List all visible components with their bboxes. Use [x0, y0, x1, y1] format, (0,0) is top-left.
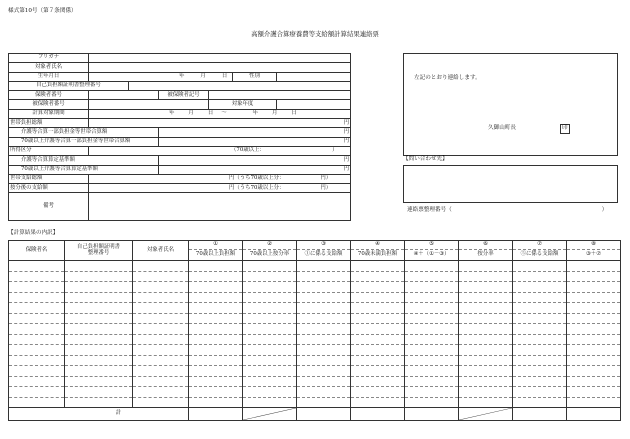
col-2-num: ② — [243, 241, 297, 250]
results-cell[interactable] — [351, 271, 405, 282]
results-cell[interactable] — [351, 261, 405, 272]
results-cell[interactable] — [243, 355, 297, 366]
results-cell[interactable] — [567, 313, 621, 324]
results-cell[interactable] — [297, 355, 351, 366]
results-cell[interactable] — [405, 271, 459, 282]
results-cell[interactable] — [567, 282, 621, 293]
results-cell[interactable] — [133, 292, 189, 303]
col-cert-header: 自己負担額証明書 整理番号 — [65, 241, 133, 261]
results-cell[interactable] — [405, 334, 459, 345]
results-cell[interactable] — [351, 292, 405, 303]
col-5-label: ④＋（①－③） — [405, 250, 459, 261]
results-row — [9, 334, 621, 345]
results-cell[interactable] — [297, 324, 351, 335]
results-cell[interactable] — [459, 334, 513, 345]
results-cell[interactable] — [405, 376, 459, 387]
results-cell[interactable] — [513, 334, 567, 345]
results-cell[interactable] — [459, 397, 513, 408]
results-cell[interactable] — [567, 345, 621, 356]
mayor-label: 久御山町長 — [488, 125, 516, 131]
col-4-num: ④ — [351, 241, 405, 250]
results-cell[interactable] — [351, 303, 405, 314]
results-cell[interactable] — [567, 271, 621, 282]
results-cell[interactable] — [513, 387, 567, 398]
results-cell[interactable] — [459, 303, 513, 314]
results-row — [9, 313, 621, 324]
col-8-num: ⑧ — [567, 241, 621, 250]
results-cell[interactable] — [133, 271, 189, 282]
results-cell[interactable] — [297, 345, 351, 356]
total-cell-5[interactable] — [405, 408, 459, 421]
results-cell[interactable] — [9, 313, 65, 324]
care-std70-field[interactable]: 円 — [159, 165, 351, 174]
household-burden-label: 世帯負担総額 — [9, 119, 89, 128]
care-partial-field[interactable]: 円 — [159, 128, 351, 137]
results-cell[interactable] — [567, 387, 621, 398]
insurer-no-field[interactable] — [89, 91, 159, 100]
results-cell[interactable] — [405, 261, 459, 272]
results-table — [8, 240, 621, 421]
results-row — [9, 303, 621, 314]
results-cell[interactable] — [65, 334, 133, 345]
birth-field[interactable]: 年 月 日 — [89, 72, 233, 81]
results-cell[interactable] — [65, 271, 133, 282]
results-cell[interactable] — [459, 345, 513, 356]
col-6-label: 按分率 — [459, 250, 513, 261]
total-cell-3[interactable] — [297, 408, 351, 421]
results-cell[interactable] — [513, 303, 567, 314]
results-cell[interactable] — [459, 313, 513, 324]
household-burden-field[interactable]: 円 — [89, 119, 351, 128]
results-row — [9, 324, 621, 335]
results-cell[interactable] — [405, 355, 459, 366]
col-6-num: ⑥ — [459, 241, 513, 250]
col-1-num: ① — [189, 241, 243, 250]
results-cell[interactable] — [9, 303, 65, 314]
remarks-label: 備考 — [9, 193, 89, 221]
results-cell[interactable] — [65, 261, 133, 272]
results-cell[interactable] — [9, 387, 65, 398]
results-cell[interactable] — [567, 397, 621, 408]
results-cell[interactable] — [243, 334, 297, 345]
total-cell-4[interactable] — [351, 408, 405, 421]
results-row — [9, 397, 621, 408]
name-field[interactable] — [89, 63, 351, 72]
results-row — [9, 261, 621, 272]
results-cell[interactable] — [351, 376, 405, 387]
insured-symbol-label: 被保険者記号 — [159, 91, 209, 100]
results-row — [9, 292, 621, 303]
insured-no-field[interactable] — [89, 100, 209, 109]
results-cell[interactable] — [133, 303, 189, 314]
results-cell[interactable] — [243, 387, 297, 398]
results-cell[interactable] — [297, 292, 351, 303]
results-cell[interactable] — [133, 282, 189, 293]
results-cell[interactable] — [297, 261, 351, 272]
results-cell[interactable] — [513, 345, 567, 356]
results-cell[interactable] — [133, 387, 189, 398]
results-row — [9, 282, 621, 293]
results-cell[interactable] — [297, 282, 351, 293]
prorated-pay-label: 按分後の支給額 — [9, 184, 89, 193]
results-cell[interactable] — [243, 261, 297, 272]
col-8-label: ③＋⑦ — [567, 250, 621, 261]
seal-mark: 印 — [560, 124, 570, 134]
income-class-label: 所得区分 — [9, 146, 89, 155]
results-cell[interactable] — [405, 313, 459, 324]
insurer-no-label: 保険者番号 — [9, 91, 89, 100]
results-cell[interactable] — [65, 355, 133, 366]
contact-number-label: 連絡票整理番号（ ） — [407, 207, 608, 213]
results-row — [9, 366, 621, 377]
results-cell[interactable] — [189, 271, 243, 282]
total-cell-8[interactable] — [567, 408, 621, 421]
care-std-field[interactable]: 円 — [159, 156, 351, 165]
remarks-field[interactable] — [89, 193, 351, 221]
care-std-label: 介護等合算算定基準額 — [9, 156, 159, 165]
fiscal-year-field[interactable] — [277, 100, 351, 109]
results-cell[interactable] — [65, 387, 133, 398]
results-cell[interactable] — [405, 292, 459, 303]
results-cell[interactable] — [189, 303, 243, 314]
results-cell[interactable] — [567, 355, 621, 366]
results-cell[interactable] — [133, 313, 189, 324]
results-cell[interactable] — [297, 334, 351, 345]
results-cell[interactable] — [65, 366, 133, 377]
results-cell[interactable] — [351, 324, 405, 335]
results-cell[interactable] — [297, 397, 351, 408]
results-cell[interactable] — [459, 376, 513, 387]
results-row — [9, 387, 621, 398]
results-cell[interactable] — [189, 334, 243, 345]
results-cell[interactable] — [459, 324, 513, 335]
period-field[interactable]: 年 月 日 ～ 年 月 日 — [89, 109, 351, 118]
results-cell[interactable] — [65, 397, 133, 408]
col-4-label: 70歳未満負担額 — [351, 250, 405, 261]
furigana-label: フリガナ — [9, 54, 89, 63]
col-insurer-header: 保険者名 — [9, 241, 65, 261]
results-cell[interactable] — [133, 261, 189, 272]
results-cell[interactable] — [189, 345, 243, 356]
results-cell[interactable] — [297, 271, 351, 282]
inquiry-heading: 【問い合わせ先】 — [403, 156, 448, 162]
inquiry-box[interactable] — [403, 165, 618, 203]
insured-no-label: 被保険者番号 — [9, 100, 89, 109]
period-label: 計算対象期間 — [9, 109, 89, 118]
results-cell[interactable] — [9, 345, 65, 356]
results-cell[interactable] — [189, 355, 243, 366]
results-cell[interactable] — [405, 397, 459, 408]
results-cell[interactable] — [405, 366, 459, 377]
results-cell[interactable] — [513, 282, 567, 293]
results-cell[interactable] — [189, 324, 243, 335]
furigana-field[interactable] — [89, 54, 351, 63]
results-cell[interactable] — [243, 397, 297, 408]
results-cell[interactable] — [567, 324, 621, 335]
results-cell[interactable] — [9, 324, 65, 335]
results-cell[interactable] — [243, 313, 297, 324]
total-label: 計 — [9, 408, 189, 421]
results-cell[interactable] — [513, 313, 567, 324]
results-cell[interactable] — [351, 355, 405, 366]
results-cell[interactable] — [65, 292, 133, 303]
results-cell[interactable] — [567, 334, 621, 345]
applicant-info-table — [8, 53, 351, 221]
results-cell[interactable] — [9, 271, 65, 282]
insured-symbol-field[interactable] — [209, 91, 351, 100]
results-cell[interactable] — [513, 261, 567, 272]
care-std70-label: 70歳以上介護等合算算定基準額 — [9, 165, 159, 174]
results-cell[interactable] — [567, 366, 621, 377]
results-cell[interactable] — [351, 334, 405, 345]
results-cell[interactable] — [513, 397, 567, 408]
results-row — [9, 271, 621, 282]
results-row — [9, 345, 621, 356]
results-cell[interactable] — [189, 282, 243, 293]
results-cell[interactable] — [133, 345, 189, 356]
results-cell[interactable] — [459, 387, 513, 398]
sex-label: 性別 — [233, 72, 277, 81]
form-number-label: 様式第10号（第７条関係） — [8, 8, 77, 14]
results-cell[interactable] — [405, 324, 459, 335]
results-cell[interactable] — [243, 282, 297, 293]
results-cell[interactable] — [189, 376, 243, 387]
results-cell[interactable] — [243, 324, 297, 335]
fiscal-year-label: 対象年度 — [209, 100, 277, 109]
results-cell[interactable] — [513, 366, 567, 377]
results-cell[interactable] — [297, 313, 351, 324]
notice-message: 左記のとおり連絡します。 — [414, 75, 481, 81]
results-cell[interactable] — [189, 387, 243, 398]
cert-no-label: 自己負担額証明書整理番号 — [9, 81, 129, 90]
results-cell[interactable] — [189, 313, 243, 324]
results-cell[interactable] — [65, 376, 133, 387]
results-cell[interactable] — [9, 292, 65, 303]
col-3-label: ①に係る支給額 — [297, 250, 351, 261]
col-7-num: ⑦ — [513, 241, 567, 250]
results-cell[interactable] — [351, 345, 405, 356]
results-cell[interactable] — [133, 376, 189, 387]
results-cell[interactable] — [351, 387, 405, 398]
results-cell[interactable] — [567, 292, 621, 303]
results-cell[interactable] — [133, 366, 189, 377]
total-cell-7[interactable] — [513, 408, 567, 421]
results-cell[interactable] — [513, 376, 567, 387]
results-cell[interactable] — [189, 261, 243, 272]
col-name-header: 対象者氏名 — [133, 241, 189, 261]
col-5-num: ⑤ — [405, 241, 459, 250]
results-cell[interactable] — [567, 261, 621, 272]
care-partial-label: 介護等合算一部負担金等世帯合算額 — [9, 128, 159, 137]
col-2-label: 70歳以上按分率 — [243, 250, 297, 261]
results-cell[interactable] — [243, 271, 297, 282]
results-row — [9, 376, 621, 387]
results-cell[interactable] — [297, 366, 351, 377]
results-cell[interactable] — [9, 334, 65, 345]
birth-label: 生年月日 — [9, 72, 89, 81]
results-cell[interactable] — [351, 366, 405, 377]
results-cell[interactable] — [189, 292, 243, 303]
results-cell[interactable] — [9, 282, 65, 293]
results-heading: 【計算結果の内訳】 — [8, 230, 59, 236]
notice-box — [403, 53, 618, 156]
results-cell[interactable] — [513, 324, 567, 335]
household-pay-field[interactable]: 円（うち70歳以上分： 円） — [89, 174, 351, 183]
results-cell[interactable] — [189, 397, 243, 408]
results-cell[interactable] — [297, 387, 351, 398]
results-cell[interactable] — [189, 366, 243, 377]
household-pay-label: 世帯支給総額 — [9, 174, 89, 183]
results-cell[interactable] — [459, 292, 513, 303]
results-cell[interactable] — [351, 313, 405, 324]
results-cell[interactable] — [351, 397, 405, 408]
sex-field[interactable] — [277, 72, 351, 81]
total-cell-2-blank — [243, 408, 297, 421]
results-cell[interactable] — [65, 303, 133, 314]
income-class-field[interactable]: （70歳以上： ） — [89, 146, 351, 155]
results-cell[interactable] — [243, 366, 297, 377]
results-cell[interactable] — [133, 355, 189, 366]
name-label: 対象者氏名 — [9, 63, 89, 72]
results-cell[interactable] — [351, 282, 405, 293]
total-cell-1[interactable] — [189, 408, 243, 421]
results-cell[interactable] — [65, 345, 133, 356]
results-cell[interactable] — [459, 271, 513, 282]
prorated-pay-field[interactable]: 円（うち70歳以上分： 円） — [89, 184, 351, 193]
results-cell[interactable] — [243, 303, 297, 314]
results-cell[interactable] — [133, 334, 189, 345]
results-cell[interactable] — [459, 366, 513, 377]
results-cell[interactable] — [9, 376, 65, 387]
results-cell[interactable] — [405, 345, 459, 356]
results-cell[interactable] — [405, 282, 459, 293]
document-title: 高額介護合算療養費等支給額計算結果連絡票 — [251, 30, 379, 38]
total-cell-6-blank — [459, 408, 513, 421]
col-3-num: ③ — [297, 241, 351, 250]
care-partial70-label: 70歳以上介護等合算一部負担金等世帯合算額 — [9, 137, 159, 146]
results-cell[interactable] — [243, 345, 297, 356]
care-partial70-field[interactable]: 円 — [159, 137, 351, 146]
results-cell[interactable] — [567, 303, 621, 314]
results-cell[interactable] — [243, 292, 297, 303]
results-cell[interactable] — [405, 387, 459, 398]
col-7-label: ⑤に係る支給額 — [513, 250, 567, 261]
results-cell[interactable] — [297, 303, 351, 314]
results-cell[interactable] — [243, 376, 297, 387]
results-cell[interactable] — [405, 303, 459, 314]
results-cell[interactable] — [65, 313, 133, 324]
results-cell[interactable] — [65, 282, 133, 293]
results-cell[interactable] — [133, 324, 189, 335]
col-1-label: 70歳以上負担額 — [189, 250, 243, 261]
results-cell[interactable] — [133, 397, 189, 408]
results-cell[interactable] — [9, 366, 65, 377]
results-cell[interactable] — [9, 397, 65, 408]
results-cell[interactable] — [297, 376, 351, 387]
results-cell[interactable] — [65, 324, 133, 335]
results-cell[interactable] — [513, 292, 567, 303]
results-cell[interactable] — [459, 261, 513, 272]
results-cell[interactable] — [567, 376, 621, 387]
cert-no-field[interactable] — [129, 81, 351, 90]
results-cell[interactable] — [513, 355, 567, 366]
results-cell[interactable] — [9, 355, 65, 366]
results-cell[interactable] — [459, 355, 513, 366]
results-row — [9, 355, 621, 366]
results-cell[interactable] — [9, 261, 65, 272]
results-cell[interactable] — [513, 271, 567, 282]
results-cell[interactable] — [459, 282, 513, 293]
